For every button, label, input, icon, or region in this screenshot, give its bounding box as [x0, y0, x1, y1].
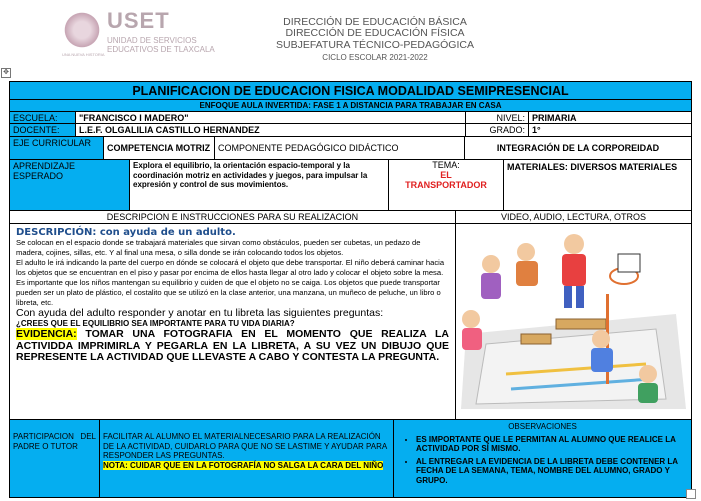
nota-highlight: NOTA: CUIDAR QUE EN LA FOTOGRAFÍA NO SALGA LA CARA DEL NIÑO	[103, 460, 384, 470]
evidencia-label: EVIDENCIA:	[16, 328, 77, 340]
logo-sub-line-2: EDUCATIVOS DE TLAXCALA	[107, 45, 215, 54]
nivel-label: NIVEL:	[465, 111, 529, 124]
header-line-3: SUBJEFATURA TÉCNICO-PEDAGÓGICA	[276, 39, 474, 51]
aprendizaje-value: Explora el equilibrio, la orientación espacio-temporal y la coordinación motriz en actividades y juegos, para impulsar la expresión y control de sus movimientos.	[129, 159, 389, 211]
question-intro: Con ayuda del adulto responder y anotar en tu libreta las siguientes preguntas:	[16, 307, 384, 319]
integracion-label: INTEGRACIÓN DE LA CORPOREIDAD	[464, 136, 692, 160]
docente-value: L.E.F. OLGALILIA CASTILLO HERNANDEZ	[75, 123, 466, 137]
header-line-4: CICLO ESCOLAR 2021-2022	[322, 53, 428, 62]
grado-value: 1°	[528, 123, 692, 137]
descripcion-header: DESCRIPCION E INSTRUCCIONES PARA SU REALIZACION	[9, 210, 456, 224]
children-obstacle-illustration	[456, 224, 691, 419]
tema-label: TEMA:	[432, 160, 460, 170]
tema-value-line-1: EL	[440, 170, 452, 180]
header-line-1: DIRECCIÓN DE EDUCACIÓN BÁSICA	[283, 16, 467, 28]
participacion-label: PARTICIPACION DEL PADRE O TUTOR	[9, 419, 100, 498]
eje-curricular-label: EJE CURRICULAR	[9, 136, 104, 160]
grado-label: GRADO:	[465, 123, 529, 137]
question-text: ¿CREES QUE EL EQUILIBRIO SEA IMPORTANTE PARA TU VIDA DIARIA?	[16, 319, 295, 328]
escuela-label: ESCUELA:	[9, 111, 76, 124]
observaciones-cell	[393, 419, 692, 498]
logo-tagline: UNA NUEVA HISTORIA	[62, 52, 105, 57]
evidencia-text: TOMAR UNA FOTOGRAFIA EN EL MOMENTO QUE REALIZA LA ACTIVIDDA IMPRIMIRLA Y PEGARLA EN LA LIBRETA, A SU VEZ UN DIBUJO QUE REPRESENTE LA ACTIVIDAD QUE LLEVASTE A CABO Y CONTESTA LA PREGUNTA.	[16, 328, 449, 363]
docente-label: DOCENTE:	[9, 123, 76, 137]
logo-subtitle	[107, 36, 227, 54]
aprendizaje-label: APRENDIZAJE ESPERADO	[9, 159, 130, 211]
plan-subtitle: ENFOQUE AULA INVERTIDA: FASE 1 A DISTANCIA PARA TRABAJAR EN CASA	[9, 99, 692, 112]
descripcion-title: DESCRIPCIÓN: con ayuda de un adulto.	[16, 227, 236, 238]
nivel-value: PRIMARIA	[528, 111, 692, 124]
descripcion-paragraph-1: Se colocan en el espacio donde se trabajará materiales que sirvan como obstáculos, pueden ser cubetas, un pedazo de madera, cojines, sillas, etc. Y al final una mesa, o silla donde se irán colocando todos los objetos.	[16, 238, 421, 257]
logo-sub-line-1: UNIDAD DE SERVICIOS	[107, 36, 197, 45]
tema-value-line-2: TRANSPORTADOR	[405, 180, 487, 190]
plan-title: PLANIFICACION DE EDUCACION FISICA MODALIDAD SEMIPRESENCIAL	[9, 81, 692, 100]
uset-emblem-icon	[62, 10, 102, 50]
escuela-value: "FRANCISCO I MADERO"	[75, 111, 466, 124]
video-header: VIDEO, AUDIO, LECTURA, OTROS	[455, 210, 692, 224]
observacion-item: • AL ENTREGAR LA EVIDENCIA DE LA LIBRETA DEBE CONTENER LA FECHA DE LA SEMANA, TEMA, NOMBRE DEL ALUMNO, GRADO Y GRUPO.	[416, 457, 687, 486]
header-line-2: DIRECCIÓN DE EDUCACIÓN FÍSICA	[285, 27, 465, 39]
descripcion-paragraph-2: El adulto le irá indicando la parte del cuerpo en dónde se colocará el objeto que debe transportar. El niño deberá caminar hacia los objetos que se encuentran en el piso y pasar por encima de ellos hasta llegar al otro lado y colocar el objeto sobre la mesa. Es importante que los niños mantengan su equilibrio y cuiden de que el objeto no se caiga. Los objetos que puede transportar pueden ser un plato de plástico, el costalito que se utilizó en la clase anterior, una manzana, un muñeco de peluche, un libro o libreta, etc.	[16, 258, 445, 307]
observaciones-list	[398, 435, 687, 486]
observacion-item: • ES IMPORTANTE QUE LE PERMITAN AL ALUMNO QUE REALICE LA ACTIVIDAD POR SÍ MISMO.	[416, 435, 687, 454]
descripcion-body	[9, 223, 456, 420]
illustration-cell	[455, 223, 692, 420]
logo-word: USET	[107, 8, 170, 33]
table-resize-handle[interactable]	[686, 489, 696, 499]
participacion-text: FACILITAR AL ALUMNO EL MATERIALNECESARIO PARA LA REALIZACIÓN DE LA ACTIVIDAD, CUIDARLO PARA QUE NO SE LASTIME Y AYUDAR PARA RESPONDER LAS PREGUNTAS.	[103, 432, 387, 460]
table-move-handle-icon[interactable]: ✥	[1, 68, 11, 78]
materiales-label: MATERIALES: DIVERSOS MATERIALES	[503, 159, 692, 211]
tema-cell	[388, 159, 504, 211]
observaciones-label: OBSERVACIONES	[508, 422, 577, 431]
participacion-cell	[99, 419, 394, 498]
nota-text	[103, 461, 390, 471]
evidencia-block	[16, 329, 449, 364]
componente-label: COMPONENTE PEDAGÓGICO DIDÁCTICO	[214, 136, 465, 160]
competencia-motriz-label: COMPETENCIA MOTRIZ	[103, 136, 215, 160]
